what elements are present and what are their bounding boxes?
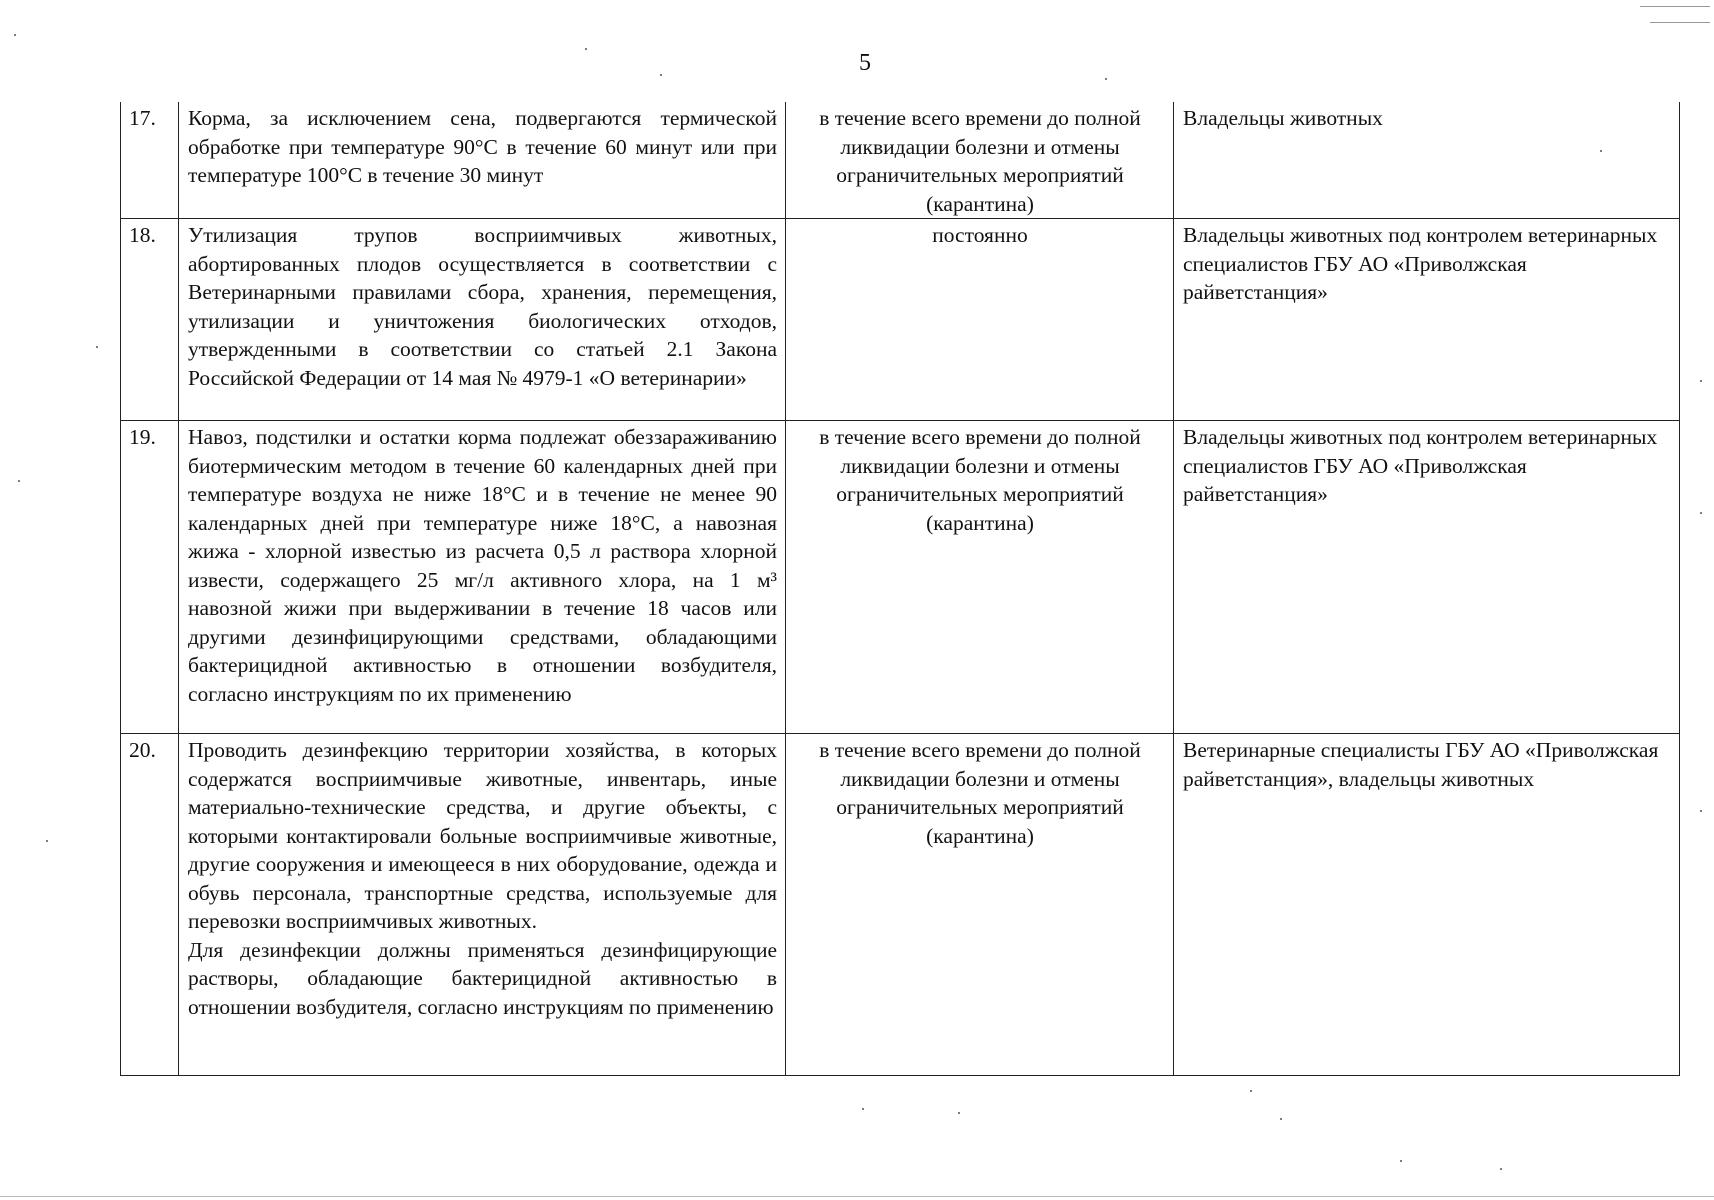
scan-speck bbox=[958, 1112, 960, 1114]
scan-speck bbox=[1500, 1168, 1502, 1170]
scan-speck bbox=[14, 34, 16, 36]
table-row bbox=[121, 219, 1680, 421]
scan-speck bbox=[1600, 150, 1602, 152]
scan-edge-top bbox=[1650, 22, 1710, 23]
measure-text: Корма, за исключением сена, подвергаются термической обработке при температуре 90°С в течение 60 минут или при температуре 100°С в течение 30 минут bbox=[188, 106, 777, 187]
measures-table bbox=[120, 102, 1680, 1076]
measure-text: Утилизация трупов восприимчивых животных, абортированных плодов осуществляется в соответствии с Ветеринарными правилами сбора, хранения, перемещения, утилизации и уничтожения биологических отходов, утвержденными в соответствии со статьей 2.1 Закона Российской Федерации от 14 мая № 4979-1 «О ветеринарии» bbox=[188, 223, 777, 390]
row-number: 20. bbox=[121, 734, 179, 1076]
measure-text: Проводить дезинфекцию территории хозяйства, в которых содержатся восприимчивые животные, инвентарь, иные материально-технические средства, и другие объекты, с которыми контактировали больные восприимчивые животные, другие сооружения и имеющееся в них оборудование, одежда и обувь персонала, транспортные средства, используемые для перевозки восприимчивых животных. bbox=[188, 738, 777, 933]
measure-text: Навоз, подстилки и остатки корма подлежат обеззараживанию биотермическим методом в течение 60 календарных дней при температуре воздуха не ниже 18°С и в течение не менее 90 календарных дней при температуре ниже 18°С, а навозная жижа - хлорной известью из расчета 0,5 л раствора хлорной извести, содержащего 25 мг/л активного хлора, на 1 м³ навозной жижи при выдерживании в течение 18 часов или другими дезинфицирующими средствами, обладающими бактерицидной активностью в отношении возбудителя, согласно инструкциям по их применению bbox=[188, 425, 777, 706]
measure-text: Для дезинфекции должны применяться дезинфицирующие растворы, обладающие бактерицидной активностью в отношении возбудителя, согласно инструкциям по применению bbox=[188, 937, 777, 1019]
scan-speck bbox=[1280, 1118, 1282, 1120]
term-cell: в течение всего времени до полной ликвидации болезни и отмены ограничительных мероприятий (карантина) bbox=[786, 734, 1174, 1076]
responsible-cell: Владельцы животных под контролем ветеринарных специалистов ГБУ АО «Приволжская райветстанция» bbox=[1174, 219, 1680, 421]
term-cell: постоянно bbox=[786, 219, 1174, 421]
row-number: 19. bbox=[121, 421, 179, 734]
scan-speck bbox=[862, 1108, 864, 1110]
term-cell: в течение всего времени до полной ликвидации болезни и отмены ограничительных мероприятий (карантина) bbox=[786, 102, 1174, 219]
scan-speck bbox=[585, 48, 587, 50]
scan-speck bbox=[1700, 380, 1702, 382]
scan-speck bbox=[660, 74, 662, 76]
table-row bbox=[121, 734, 1680, 1076]
measure-cell bbox=[179, 421, 786, 734]
row-number: 18. bbox=[121, 219, 179, 421]
table-row bbox=[121, 421, 1680, 734]
measure-cell bbox=[179, 734, 786, 1076]
scan-speck bbox=[96, 346, 98, 348]
page-number: 5 bbox=[859, 50, 871, 76]
scan-speck bbox=[18, 480, 20, 482]
scan-speck bbox=[46, 840, 48, 842]
scan-speck bbox=[1700, 810, 1702, 812]
table-row bbox=[121, 102, 1680, 219]
scan-speck bbox=[1105, 78, 1107, 80]
scan-edge-bottom bbox=[0, 1196, 1714, 1197]
responsible-cell: Ветеринарные специалисты ГБУ АО «Приволжская райветстанция», владельцы животных bbox=[1174, 734, 1680, 1076]
scan-edge-top bbox=[1640, 6, 1710, 7]
row-number: 17. bbox=[121, 102, 179, 219]
responsible-cell: Владельцы животных bbox=[1174, 102, 1680, 219]
term-cell: в течение всего времени до полной ликвидации болезни и отмены ограничительных мероприятий (карантина) bbox=[786, 421, 1174, 734]
scan-speck bbox=[1700, 512, 1702, 514]
responsible-cell: Владельцы животных под контролем ветеринарных специалистов ГБУ АО «Приволжская райветстанция» bbox=[1174, 421, 1680, 734]
measure-cell bbox=[179, 219, 786, 421]
measure-cell bbox=[179, 102, 786, 219]
scan-speck bbox=[1400, 1160, 1402, 1162]
scan-speck bbox=[1250, 1090, 1252, 1092]
